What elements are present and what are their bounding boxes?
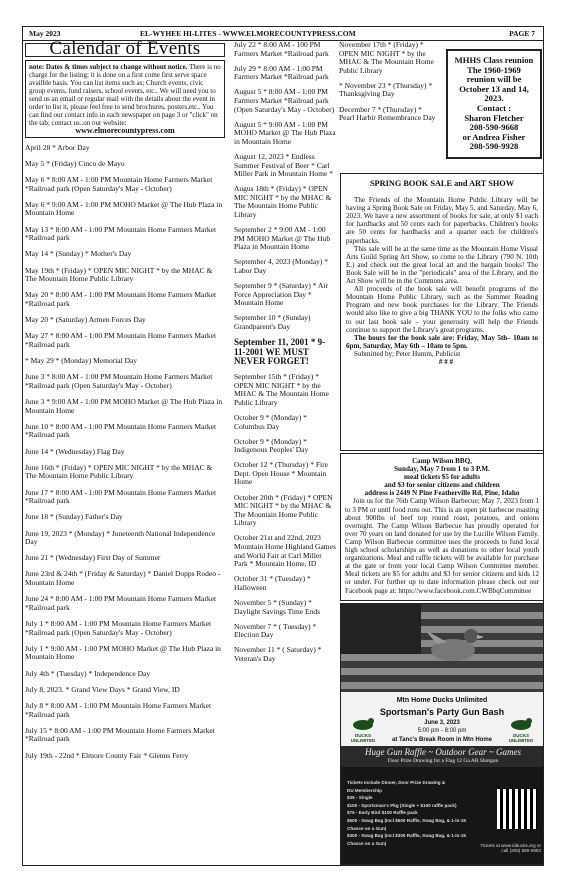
ticket-line: Chance on a Gun)	[347, 840, 387, 846]
calendar-column-2	[234, 41, 336, 670]
ducks-logo-left	[347, 716, 379, 743]
event-list-2	[234, 41, 336, 664]
calendar-event: May 13 * 8:00 AM - 1:00 PM Mountain Home Farmers Market *Railroad park	[25, 224, 217, 243]
ticket-line: Chance on a Gun)	[347, 825, 387, 831]
ticket-website: Tickets at www.idducks.org or	[480, 843, 541, 848]
article-title: SPRING BOOK SALE and ART SHOW	[369, 179, 515, 188]
reunion-line: Sharon Fletcher	[464, 112, 524, 123]
calendar-event: June 3 * 8:00 AM - 1:00 PM Mountain Home Farmers Market *Railroad park (Open Saturday's May - October)	[25, 372, 213, 390]
ticket-line: DU Membership	[347, 787, 382, 793]
calendar-event: May 19th * (Friday) * OPEN MIC NIGHT * by the MHAC & The Mountain Home Public Library	[25, 265, 213, 284]
calendar-event: July 1 * 8:00 AM - 1:00 PM Mountain Home Farmers Market *Railroad park (Open Saturday's May - October)	[25, 619, 212, 637]
calendar-event: September 9 * (Saturday) * Air Force Appreciation Day * Mountain Home	[234, 281, 328, 308]
duck-icon	[423, 622, 483, 670]
website-link[interactable]: www.elmorecountypress.com	[75, 125, 175, 135]
door-prize-text: Door Prize Drawing for a Flag 12 Ga AR Shotgun	[387, 758, 499, 764]
calendar-event: May 20 * 8:00 AM - 1:00 PM Mountain Home Farmers Market *Railroad park	[25, 290, 217, 308]
calendar-event: July 29 * 8:00 AM - 1:00 PM Farmers Market *Railroad park	[234, 63, 329, 82]
reunion-line: The 1960-1969	[467, 64, 521, 75]
calendar-event: May 20 * (Saturday) Armen Forces Day	[25, 315, 146, 325]
calendar-event: June 23rd & 24th * (Friday & Saturday) * Daniel Dopps Rodeo - Mountain Home	[25, 569, 221, 588]
calendar-event: July 1 * 9:00 AM - 1:00 PM MOHO Market @ The Hub Plaza in Mountain Home	[25, 643, 221, 662]
reunion-line: reunion will be	[466, 74, 522, 85]
ticket-line: $300 - Swag Bag (Incl $300 Raffle, Swag Bag, & 1-in-15	[347, 833, 466, 839]
calendar-event: May 6 * 8:00 AM - 1:00 PM Mountain Home Farmers Market *Railroad park (Open Saturday's May - October)	[25, 174, 213, 193]
calendar-event: July 8, 2023. * Grand View Days * Grand View, ID	[25, 684, 180, 694]
class-reunion-box	[446, 49, 542, 159]
article-paragraph: All proceeds of the book sale will benefit programs of the Mountain Home Public Library, such as the Summer Reading Program and new book purchases for the Library. The Friends would also like to give a big THANK YOU to the folks who came to our last book sale – your generosity will help the Friends continue to support the Library's great programs.	[346, 285, 538, 334]
calendar-event: * May 29 * (Monday) Memorial Day	[25, 356, 138, 366]
calendar-column-1	[25, 38, 225, 768]
event-list-3	[339, 41, 439, 123]
ad-org: Mtn Home Ducks Unlimited	[396, 697, 488, 704]
article-paragraph: The Friends of the Mountain Home Public Library will be having a Spring Book Sale on Friday, May 5, and Saturday, May 6, 2023. We have a new assortment of books for sale, at only $1 each for hardbacks and 50 cents each for paperbacks. Children's books are 50 cents for hardbacks and a quarter each for children's paperbacks.	[346, 196, 538, 245]
calendar-event: April 28 * Arbor Day	[25, 142, 90, 152]
calendar-event: October 20th * (Friday) * OPEN MIC NIGHT * by the MHAC & The Mountain Home Public Library	[234, 492, 333, 528]
calendar-event: September 4, 2023 (Monday) * Labor Day	[234, 257, 328, 275]
calendar-event: June 14 * (Wednesday) Flag Day	[25, 446, 125, 456]
ad-place: at Tanc's Break Room in Mtn Home	[392, 737, 492, 743]
ticket-phone: call (208) 590-0653	[501, 848, 541, 853]
calendar-event: October 21st and 22nd, 2023 Mountain Home Highland Games and World Fair at Carl Miller Park * Mountain Home, ID	[234, 533, 336, 569]
calendar-event: June 17 * 8:00 AM - 1:00 PM Mountain Home Farmers Market *Railroad park	[25, 487, 217, 506]
ticket-list	[347, 779, 497, 847]
calendar-event: June 24 * 8:00 AM - 1:00 PM Mountain Home Farmers Market *Railroad park	[25, 594, 217, 612]
calendar-event: June 19, 2023 * (Monday) * Juneteenth National Independence Day	[25, 528, 216, 547]
ticket-line: Tickets Include Dinner, Door Prize Drawing &	[347, 780, 446, 785]
calendar-event: June 21 * (Wednesday) First Day of Summer	[25, 553, 161, 563]
calendar-column-3	[339, 41, 439, 129]
ticket-line: $35 - Single	[347, 795, 373, 801]
ducks-logo-icon	[351, 716, 375, 732]
submitted-by: Submitted by; Peter Humm, Publicist	[354, 349, 461, 358]
ducks-logo-icon	[509, 716, 533, 732]
calendar-event: November 5 * (Sunday) * Daylight Savings Time Ends	[234, 598, 321, 616]
article-end-mark: # # #	[438, 357, 454, 366]
calendar-event: October 9 * (Monday) * Indigenous Peoples' Day	[234, 436, 309, 455]
camp-address: address is 2449 N Pine Featherville Rd, Pine, Idaho	[364, 489, 520, 498]
calendar-event: June 18 * (Sunday) Father's Day	[25, 512, 123, 522]
calendar-event: May 5 * (Friday) Cinco de Mayo	[25, 158, 125, 168]
calendar-event: December 7 * (Thursday) * Pearl Harbir Remembrance Day	[339, 104, 436, 123]
article-paragraph: This sale will be at the same time as the Mountain Home Visual Arts Guild Spring Art Show, so come to the Library (790 N. 10th E.) and check out the great local art and the bargain books! The Book Sale will be in the "periodicals" area of the Library, and the Art Show will be in the Commons area.	[346, 244, 538, 286]
reunion-line: 208-590-9928	[469, 141, 519, 152]
camp-body: Join us for the 76th Camp Wilson Barbecue; May 7, 2023 from 1 to 3 PM or until food runs out. This is an open pit barbecue roasting about 900lbs of beef top round roast, potatoes, and onions overnight. The Camp Wilson Barbecue has proudly operated for over 70 years on land donated for use by the Lucille Wilson Family. Camp Wilson Barbecue committee uses the proceeds to fund local high school scholarships as well as donations to other local youth organizations. Meal and raffle tickets will be available for purchase at the gate or from your local Camp Wilson Committee member. Meal tickets are $5 for adults and $3 for senior citizens and kids 12 or under. For further up to date information please check out our Facebook page at: https://www.facebook.com.CWBbqCommittee	[345, 497, 539, 595]
flag-photo	[341, 604, 544, 692]
calendar-event: October 9 * (Monday) * Columbus Day	[234, 412, 307, 431]
calendar-event: July 22 * 8:00 AM - 100 PM Farmers Market *Railroad park	[234, 40, 329, 58]
calendar-event: June 10 * 8:00 AM - 1:00 PM Mountain Home Farmers Market *Railroad park	[25, 421, 217, 440]
camp-price-seniors: and $3 for senior citizens and children	[384, 481, 500, 490]
ducks-logo-right	[505, 716, 537, 743]
reunion-line: MHHS Class reunion	[454, 55, 534, 65]
calendar-event: July 19th - 22nd * Elmore County Fair * Glenns Ferry	[25, 750, 189, 760]
reunion-line: 2023.	[484, 93, 504, 104]
logo-label: DUCKS UNLIMITED	[508, 733, 534, 743]
reunion-line: 208-590-9668	[469, 122, 519, 133]
calendar-event: July 15 * 8:00 AM - 1:00 PM Mountain Home Farmers Market *Railroad park	[25, 725, 215, 744]
calendar-event: Augus 18th * (Friday) * OPEN MIC NIGHT * by the MHAC & The Mountain Home Public Library	[234, 184, 332, 219]
newspaper-page	[22, 26, 544, 866]
logo-label: DUCKS UNLIMITED	[350, 733, 376, 743]
calendar-event: September 2 * 9:00 AM - 1:00 PM MOHO Market @ The Hub Plaza in Mountain Home	[234, 225, 331, 252]
ducks-unlimited-ad	[340, 603, 544, 865]
flag-stars-field	[341, 604, 421, 654]
calendar-event: August 12, 2023 * Endless Summer Festival of Beer * Carl Miller Park in Mountain Home *	[234, 151, 333, 179]
note-body: There is no charge for the listing; it is done on a first come first serve space availble basis. You can list items such as; Church events, civic group events, fund raisers, school events, etc.. We will need you to send us an email or regular mail with the details about the event in order to list it, please feel free to send brochures, posters,etc.. You can find our contact info in each newspaper on page 3 or "click" on the tab; contact us..on our website:	[29, 62, 221, 127]
sale-hours: The hours for the book sale are: Friday, May 5th– 10am to 6pm, Saturday, May 6th – 10am to 5pm.	[346, 333, 538, 350]
camp-price-adults: meal tickets $5 for adults	[404, 473, 480, 482]
camp-wilson-bbq-article	[340, 453, 544, 601]
calendar-event: October 31 * (Tuesday) * Halloween	[234, 574, 311, 592]
ticket-line: $75 - Early Bird $100 Raffle pack	[347, 810, 418, 816]
calendar-event: August 5 * 9:00 AM - 1:00 PM MOHO Market @ The Hub Plaza in Mountain Home	[234, 119, 336, 146]
calendar-event: November 17th * (Friday) * OPEN MIC NIGHT * by the MHAC & The Mountain Home Public Library	[339, 40, 434, 75]
calendar-event: June 3 * 9:00 AM - 1:00 PM MOHO Market @ The Hub Plaza in Mountain Home	[25, 397, 223, 415]
note-lead: note: Dates & times subject to change without notice.	[29, 62, 188, 71]
qr-code[interactable]	[497, 789, 537, 829]
publication-name: EL-WYHEE HI-LITES - WWW.ELMORECOUNTYPRESS.COM	[140, 29, 356, 38]
ticket-contact	[480, 843, 541, 853]
calendar-event: July 4th * (Tuesday) * Independence Day	[25, 668, 151, 678]
issue-month: May 2023	[29, 29, 61, 38]
calendar-event: October 12 * (Thursday) * Fire Dept. Open House * Mountain Home	[234, 460, 328, 487]
ad-event: Sportsman's Party Gun Bash	[379, 707, 505, 717]
event-list-1	[25, 144, 225, 761]
ticket-info-panel	[341, 767, 544, 865]
reunion-line: Contact :	[476, 102, 512, 113]
calendar-event: June 16th * (Friday) * OPEN MIC NIGHT * by the MHAC & The Mountain Home Public Library	[25, 462, 213, 481]
calendar-event: May 6 * 9:00 AM - 1:00 PM MOHO Market @ The Hub Plaza in Mountain Home	[25, 199, 223, 218]
calendar-event: August 5 * 8:00 AM - 1:00 PM Farmers Market *Railroad park (Open Saturday's May - October)	[234, 87, 335, 114]
calendar-event: November 11 * ( Saturday) * Veteran's Day	[234, 645, 322, 663]
reunion-line: October 13 and 14,	[459, 83, 529, 94]
raffle-banner	[341, 746, 544, 767]
calendar-event: July 8 * 8:00 AM - 1:00 PM Mountain Home Farmers Market *Railroad park	[25, 700, 212, 719]
calendar-event: September 10 * (Sunday) Grandparent's Day	[234, 313, 311, 331]
calendar-event: September 15th * (Friday) * OPEN MIC NIGHT * by the MHAC & The Mountain Home Public Library	[234, 372, 329, 407]
calendar-event: September 11, 2001 * 9-11-2001 WE MUST NEVER FORGET!	[234, 337, 326, 367]
calendar-title: Calendar of Events	[25, 43, 225, 57]
raffle-text: Huge Gun Raffle ~ Outdoor Gear ~ Games	[365, 747, 521, 757]
ticket-line: $100 - Sportsman's Pkg (Single + $100 raffle pack)	[347, 802, 457, 808]
calendar-event: * November 23 * (Thursday) * Thanksgiving Day	[339, 80, 433, 99]
calendar-note	[25, 60, 225, 138]
camp-title: Camp Wilson BBQ,	[412, 457, 472, 465]
spring-book-sale-article	[340, 173, 544, 451]
calendar-event: May 14 * (Sunday) * Mother's Day	[25, 249, 132, 259]
calendar-event: May 27 * 8:00 AM - 1:00 PM Mountain Home Farmers Market *Railroad park	[25, 331, 217, 349]
calendar-event: November 7 * ( Tuesday) * Election Day	[234, 621, 317, 640]
ticket-line: $500 - Swag Bag (Incl $500 Raffle, Swag Bag, & 1-in-15	[347, 817, 466, 823]
reunion-line: or Andrea Fisher	[462, 131, 526, 142]
page-number: PAGE 7	[509, 29, 535, 38]
ad-date: June 3, 2023	[424, 720, 460, 726]
camp-date: Sunday, May 7 from 1 to 3 P.M.	[394, 465, 490, 474]
ad-time: 5:00 pm - 8:00 pm	[417, 728, 467, 734]
